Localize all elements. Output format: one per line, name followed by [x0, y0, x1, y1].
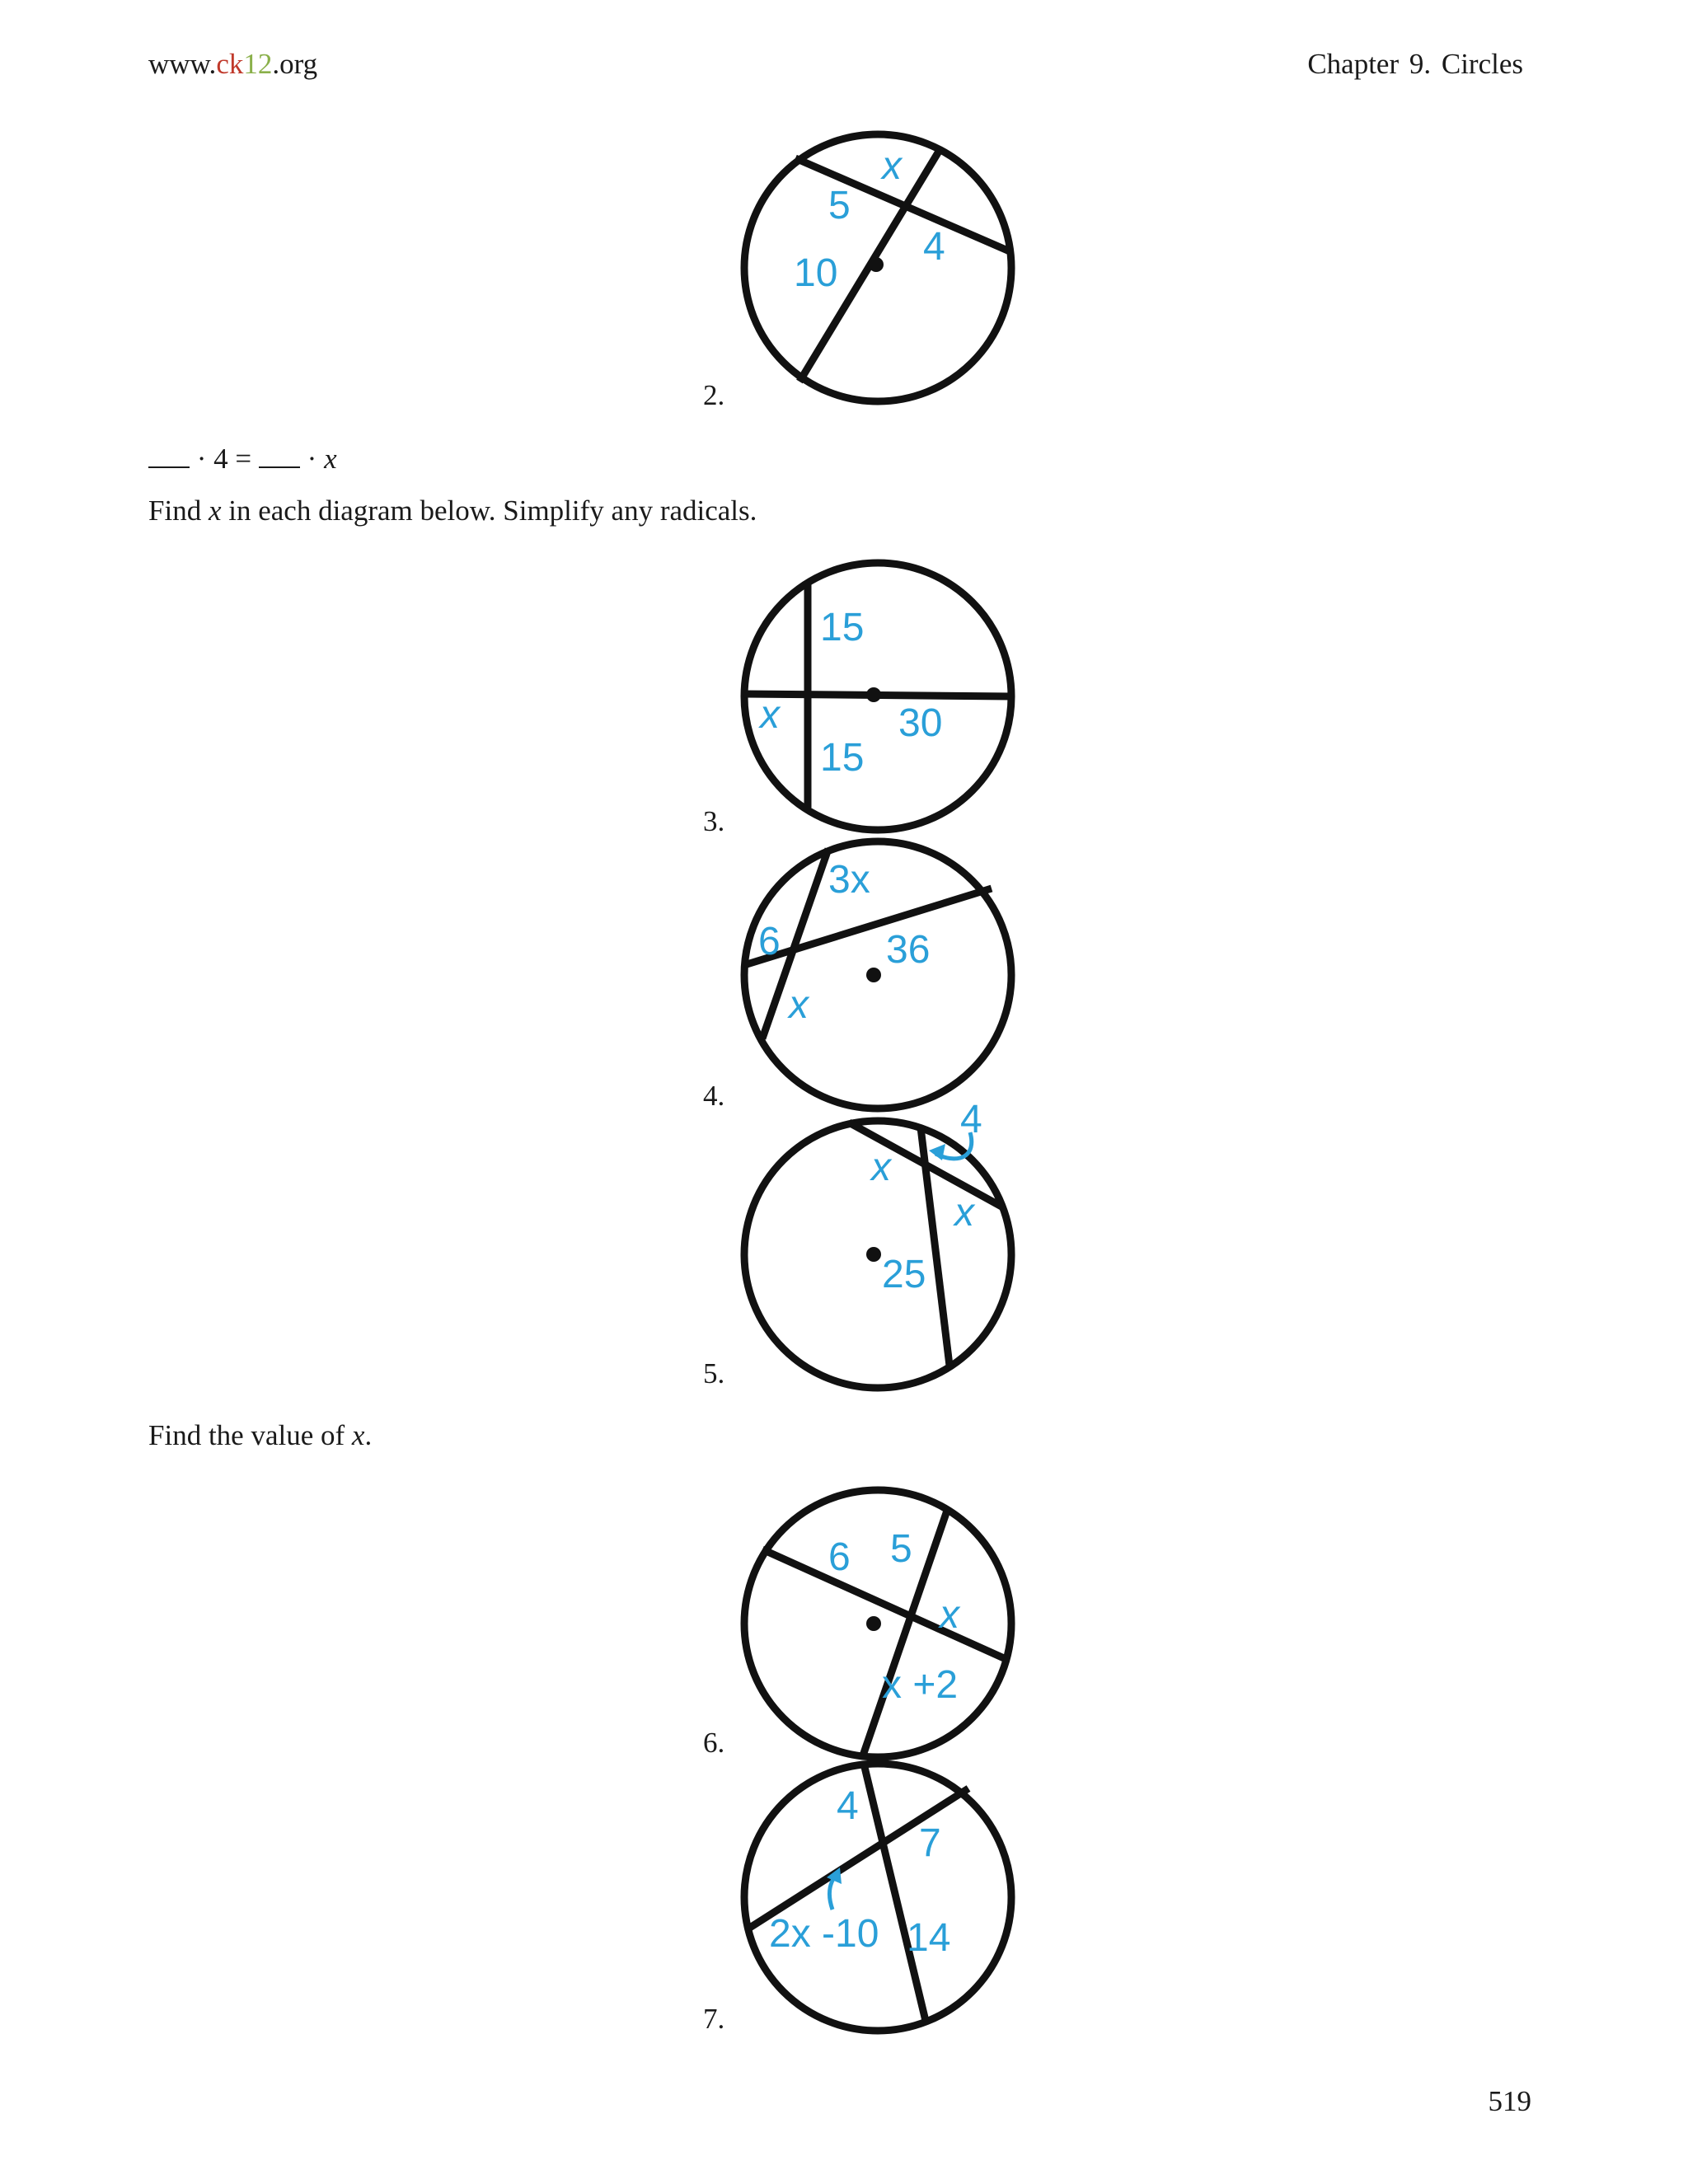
instruction-find-value [148, 1419, 372, 1452]
instruction-text: Find [148, 494, 209, 527]
center-dot [866, 687, 881, 702]
segment-label: x [882, 144, 902, 188]
circle-diagram-3 [738, 556, 1018, 837]
dot-operator: · [190, 443, 214, 475]
instruction-variable: x [351, 1419, 365, 1451]
circle-diagram-2 [738, 128, 1018, 408]
segment-label: 6 [758, 920, 781, 963]
circle-diagram-5 [738, 1098, 1018, 1394]
equation-variable: x [324, 443, 337, 475]
segment-label: 4 [960, 1098, 982, 1141]
segment-label: 2x -10 [769, 1912, 879, 1956]
segment-label: 4 [837, 1784, 859, 1828]
equation-number: 4 [213, 443, 228, 475]
chord [921, 1127, 950, 1366]
center-dot [866, 1247, 881, 1262]
segment-label: 25 [882, 1253, 926, 1296]
circle-outline [744, 1764, 1011, 2031]
problem-number-5: 5. [703, 1357, 725, 1390]
center-dot [866, 968, 881, 982]
segment-label: x [954, 1191, 974, 1235]
segment-label: x [760, 693, 780, 737]
problem-number-2: 2. [703, 379, 725, 411]
segment-label: x +2 [882, 1663, 959, 1707]
segment-label: x [789, 983, 809, 1027]
instruction-text: . [364, 1419, 373, 1451]
answer-blank[interactable] [148, 443, 190, 468]
segment-label: 36 [886, 928, 931, 972]
instruction-text: Find the value of [148, 1419, 352, 1451]
problem-number-7: 7. [703, 2003, 725, 2035]
equation-line [148, 443, 337, 476]
segment-label: 15 [820, 736, 865, 780]
center-dot [866, 1616, 881, 1631]
segment-label: 14 [907, 1916, 951, 1960]
dot-operator: · [299, 443, 325, 475]
segment-label: 30 [898, 701, 943, 745]
site-url[interactable] [148, 48, 317, 81]
instruction-variable: x [208, 494, 222, 527]
segment-label: x [940, 1593, 959, 1637]
circle-diagram-6 [738, 1483, 1018, 1764]
site-url-prefix: www. [148, 48, 217, 80]
site-url-12: 12 [243, 48, 273, 80]
chapter-title: Chapter 9. Circles [1307, 48, 1523, 80]
chord [864, 1764, 926, 2021]
segment-label: 4 [923, 225, 945, 269]
segment-label: x [871, 1146, 891, 1189]
chord [762, 1549, 1004, 1658]
page-number: 519 [1488, 2085, 1531, 2117]
center-dot [869, 257, 884, 272]
segment-label: 5 [890, 1527, 912, 1571]
segment-label: 7 [919, 1821, 941, 1865]
site-url-ck: ck [216, 48, 244, 80]
problem-number-4: 4. [703, 1080, 725, 1112]
segment-label: 3x [828, 858, 870, 902]
segment-label: 10 [794, 251, 838, 295]
instruction-text: in each diagram below. Simplify any radicals. [221, 494, 757, 527]
segment-label: 6 [828, 1535, 851, 1579]
site-url-suffix: .org [272, 48, 318, 80]
instruction-find-x [148, 494, 757, 527]
equals-sign: = [227, 443, 259, 475]
answer-blank[interactable] [259, 443, 300, 468]
segment-label: 5 [828, 184, 851, 227]
segment-label: 15 [820, 606, 865, 649]
circle-diagram-7 [738, 1757, 1018, 2037]
circle-diagram-4 [738, 835, 1018, 1115]
problem-number-6: 6. [703, 1727, 725, 1759]
problem-number-3: 3. [703, 805, 725, 837]
